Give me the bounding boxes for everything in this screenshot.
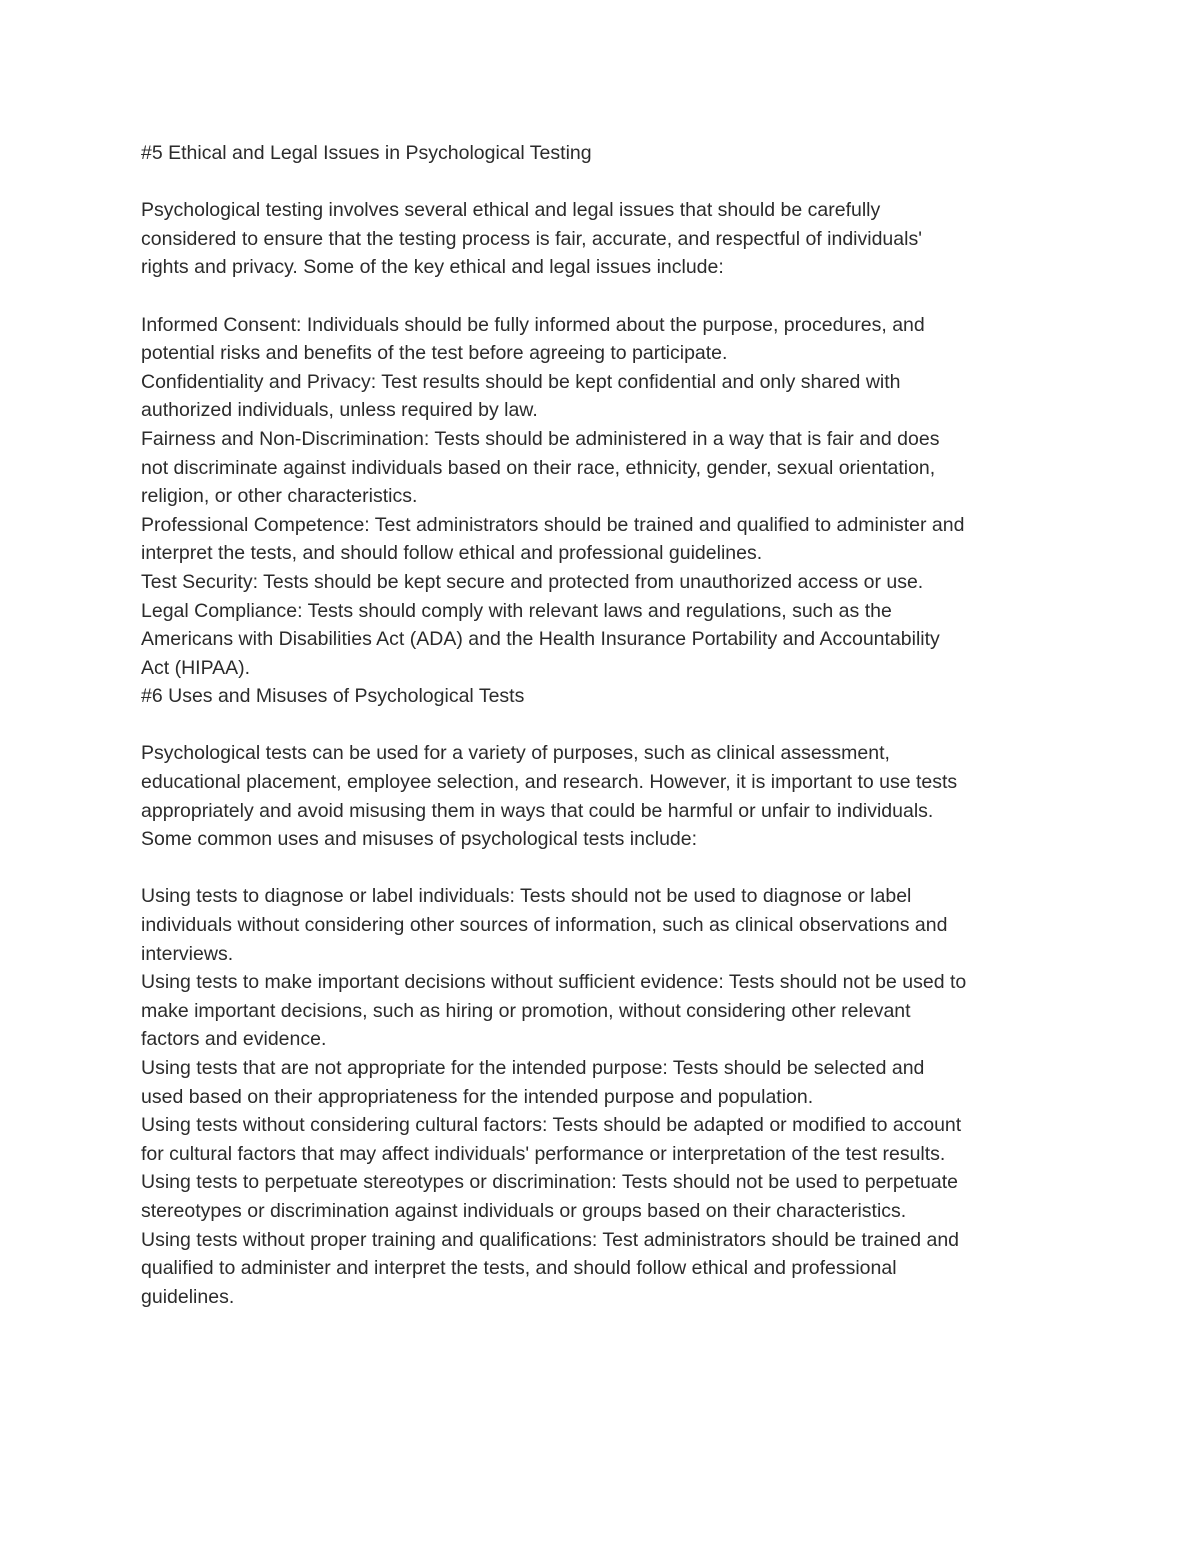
section-6-heading: #6 Uses and Misuses of Psychological Tests bbox=[141, 685, 525, 708]
blank-line bbox=[141, 168, 1071, 197]
text-line: for cultural factors that may affect individuals' performance or interpretation of the test results. bbox=[141, 1142, 946, 1165]
text-line: Psychological testing involves several ethical and legal issues that should be carefully bbox=[141, 199, 881, 222]
text-line: religion, or other characteristics. bbox=[141, 485, 418, 508]
text-line: not discriminate against individuals based on their race, ethnicity, gender, sexual orientation, bbox=[141, 456, 936, 479]
text-line: interpret the tests, and should follow ethical and professional guidelines. bbox=[141, 542, 763, 565]
text-line: Psychological tests can be used for a variety of purposes, such as clinical assessment, bbox=[141, 742, 890, 765]
text-line: Informed Consent: Individuals should be fully informed about the purpose, procedures, and bbox=[141, 313, 925, 336]
blank-line bbox=[141, 854, 1071, 883]
text-line: potential risks and benefits of the test before agreeing to participate. bbox=[141, 342, 728, 365]
section-5-intro bbox=[141, 196, 1071, 282]
text-line: Americans with Disabilities Act (ADA) and the Health Insurance Portability and Accountability bbox=[141, 628, 940, 651]
text-line: qualified to administer and interpret the tests, and should follow ethical and professional bbox=[141, 1257, 897, 1280]
text-line: authorized individuals, unless required by law. bbox=[141, 399, 538, 422]
text-line: stereotypes or discrimination against individuals or groups based on their characteristics. bbox=[141, 1199, 907, 1222]
text-line: Some common uses and misuses of psychological tests include: bbox=[141, 828, 698, 851]
section-5-heading: #5 Ethical and Legal Issues in Psychological Testing bbox=[141, 142, 592, 164]
text-line: used based on their appropriateness for the intended purpose and population. bbox=[141, 1085, 814, 1108]
text-line: Professional Competence: Test administrators should be trained and qualified to administer and bbox=[141, 513, 965, 536]
text-line: Test Security: Tests should be kept secure and protected from unauthorized access or use. bbox=[141, 570, 924, 593]
text-line: Using tests without proper training and qualifications: Test administrators should be trained and bbox=[141, 1228, 960, 1251]
document-body bbox=[141, 139, 1071, 1311]
text-line: interviews. bbox=[141, 942, 234, 965]
blank-line bbox=[141, 282, 1071, 311]
text-line: Using tests that are not appropriate for the intended purpose: Tests should be selected and bbox=[141, 1057, 925, 1079]
text-line: Using tests to make important decisions without sufficient evidence: Tests should not be used to bbox=[141, 971, 967, 994]
text-line: Using tests to perpetuate stereotypes or discrimination: Tests should not be used to perpetuate bbox=[141, 1171, 958, 1194]
text-line: Legal Compliance: Tests should comply with relevant laws and regulations, such as the bbox=[141, 599, 892, 622]
text-line: individuals without considering other sources of information, such as clinical observations and bbox=[141, 914, 948, 937]
section-6-intro bbox=[141, 739, 1071, 853]
text-line: factors and evidence. bbox=[141, 1028, 327, 1051]
section-6-items bbox=[141, 882, 1071, 1311]
section-5-items bbox=[141, 311, 1071, 683]
text-line: Using tests to diagnose or label individuals: Tests should not be used to diagnose or label bbox=[141, 885, 912, 908]
text-line: guidelines. bbox=[141, 1285, 235, 1308]
text-line: considered to ensure that the testing process is fair, accurate, and respectful of individuals' bbox=[141, 227, 922, 250]
blank-line bbox=[141, 711, 1071, 740]
text-line: Using tests without considering cultural factors: Tests should be adapted or modified to account bbox=[141, 1114, 962, 1137]
text-line: Confidentiality and Privacy: Test results should be kept confidential and only shared with bbox=[141, 370, 901, 393]
text-line: appropriately and avoid misusing them in ways that could be harmful or unfair to individuals. bbox=[141, 799, 934, 822]
text-line: rights and privacy. Some of the key ethical and legal issues include: bbox=[141, 256, 724, 279]
text-line: make important decisions, such as hiring or promotion, without considering other relevant bbox=[141, 999, 911, 1022]
text-line: educational placement, employee selection, and research. However, it is important to use tests bbox=[141, 771, 958, 794]
text-line: Fairness and Non-Discrimination: Tests should be administered in a way that is fair and does bbox=[141, 427, 940, 450]
text-line: Act (HIPAA). bbox=[141, 656, 251, 679]
